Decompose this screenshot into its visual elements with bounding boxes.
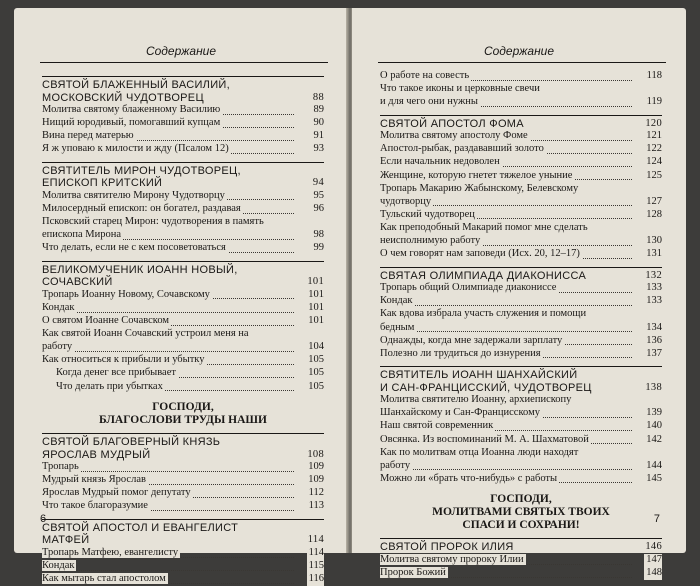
toc-page-number: 118 <box>646 70 662 81</box>
header-rule <box>40 62 328 63</box>
toc-entry <box>380 322 662 335</box>
toc-page-number: 101 <box>308 288 324 300</box>
toc-page-number: 128 <box>646 208 662 220</box>
toc-entry-title: Как святой Иоанн Сочавский устроил меня на <box>42 328 249 340</box>
page-number: 6 <box>40 513 47 525</box>
toc-entry-title: епископа Мирона <box>42 229 122 241</box>
toc-entry <box>42 143 324 156</box>
toc-entry-title: Пророк Божий <box>380 567 446 579</box>
running-head: Содержание <box>483 44 555 58</box>
part-title <box>380 493 662 532</box>
toc-entry <box>42 354 324 367</box>
toc-entry-title: Овсянка. Из воспоминаний М. А. Шахматовой <box>380 433 589 445</box>
header-rule <box>378 62 666 63</box>
toc-page-number: 98 <box>313 229 324 241</box>
toc-entry-title: Апостол-рыбак, раздававший золото <box>380 143 544 155</box>
toc-page-number: 140 <box>646 420 662 432</box>
toc-entry-title: Молитва святителю Мирону Чудотворцу <box>42 189 225 201</box>
toc-page-number: 148 <box>646 567 662 579</box>
toc-entry-title: Что делать при убытках <box>56 380 163 392</box>
toc-entry-title: Тропарь Макарию Жабынскому, Белевскому <box>380 182 579 194</box>
toc-entry-title: Я ж уповаю к милости и жду (Псалом 12) <box>42 143 229 155</box>
toc-section-heading <box>380 115 662 131</box>
toc-section-heading <box>380 267 662 283</box>
toc-page-number: 91 <box>313 130 324 142</box>
toc-page-number: 136 <box>646 334 662 346</box>
section-heading-line: СВЯТАЯ ОЛИМПИАДА ДИАКОНИССА <box>380 269 587 282</box>
toc-entry <box>380 420 662 433</box>
toc-entry <box>42 302 324 315</box>
toc-entry-title: и для чего они нужны <box>380 96 478 108</box>
toc-entry-title: Однажды, когда мне задержали зарплату <box>380 334 563 346</box>
toc-entry-title: Что делать, если не с кем посоветоваться <box>42 242 226 254</box>
toc-entry <box>42 500 324 513</box>
toc-entry <box>380 394 662 407</box>
toc-entry <box>42 560 324 573</box>
toc-page-number: 104 <box>308 341 324 353</box>
toc-entry <box>42 315 324 328</box>
toc-entry <box>380 248 662 261</box>
toc-entry <box>380 156 662 169</box>
toc-entry-title: Можно ли «брать что-нибудь» с работы <box>380 472 558 484</box>
toc-entry-title: Мудрый князь Ярослав <box>42 474 146 486</box>
toc-list <box>42 70 324 586</box>
toc-entry-title: Полезно ли трудиться до изнурения <box>380 347 541 359</box>
section-heading-line: ЯРОСЛАВ МУДРЫЙ <box>42 448 151 461</box>
section-heading-line: СВЯТИТЕЛЬ ИОАНН ШАНХАЙСКИЙ <box>380 369 578 382</box>
toc-page-number: 134 <box>646 321 662 333</box>
toc-page-number: 95 <box>313 189 324 201</box>
toc-page-number: 105 <box>308 380 324 392</box>
toc-page-number: 124 <box>646 156 662 168</box>
toc-section-heading <box>42 261 324 289</box>
toc-page-number: 115 <box>308 560 324 572</box>
toc-entry <box>42 367 324 380</box>
section-heading-line: СВЯТОЙ БЛАГОВЕРНЫЙ КНЯЗЬ <box>42 436 221 449</box>
toc-entry-title: Что такое благоразумие <box>42 500 148 512</box>
toc-page-number: 125 <box>646 169 662 181</box>
toc-section-heading <box>42 433 324 461</box>
dot-leader <box>42 570 294 571</box>
dot-leader <box>380 469 632 470</box>
left-page <box>14 8 348 585</box>
section-heading-line: И САН-ФРАНЦИССКИЙ, ЧУДОТВОРЕЦ <box>380 381 592 394</box>
toc-page-number: 142 <box>646 433 662 445</box>
toc-page-number: 122 <box>646 143 662 155</box>
toc-entry <box>380 183 662 196</box>
toc-entry <box>380 235 662 248</box>
toc-entry-title: Молитва святому блаженному Василию <box>42 104 221 115</box>
right-page <box>352 8 686 579</box>
toc-entry <box>42 203 324 216</box>
toc-entry-title: Кондак <box>380 295 413 307</box>
toc-entry-title: Тропарь <box>42 461 79 473</box>
toc-page-number: 116 <box>308 573 324 585</box>
toc-entry-title: Молитва святому пророку Илии <box>380 553 524 565</box>
toc-section-heading <box>380 366 662 394</box>
toc-page-number: 101 <box>308 315 324 327</box>
toc-entry-title: Как преподобный Макарий помог мне сделать <box>380 221 588 233</box>
toc-page-number: 145 <box>646 472 662 484</box>
toc-entry-title: О чем говорят нам заповеди (Исх. 20, 12–17) <box>380 248 580 260</box>
toc-entry <box>380 567 662 580</box>
toc-entry-title: Когда денег все прибывает <box>56 367 176 379</box>
section-heading-line: МОСКОВСКИЙ ЧУДОТВОРЕЦ <box>42 91 204 104</box>
toc-page-number: 113 <box>308 500 324 512</box>
toc-entry <box>380 170 662 183</box>
section-heading-line: ВЕЛИКОМУЧЕНИК ИОАНН НОВЫЙ, <box>42 263 238 276</box>
toc-entry-title: Псковский старец Мирон: чудотворения в память <box>42 216 264 228</box>
toc-entry-title: О святом Иоанне Сочавском <box>42 315 170 327</box>
toc-page-number: 99 <box>313 242 324 254</box>
toc-entry <box>42 117 324 130</box>
toc-page-number: 147 <box>646 553 662 565</box>
toc-page-number: 96 <box>313 202 324 214</box>
toc-section-heading <box>380 538 662 554</box>
toc-entry-title: Если начальник недоволен <box>380 156 500 168</box>
toc-page-number: 105 <box>308 354 324 366</box>
part-title <box>42 401 324 427</box>
toc-entry-title: Тропарь общий Олимпиаде диакониссе <box>380 282 557 294</box>
section-heading-line: МАТФЕЙ <box>42 534 90 547</box>
toc-page-number: 133 <box>646 295 662 307</box>
toc-entry <box>380 407 662 420</box>
toc-page-number: 139 <box>646 407 662 419</box>
toc-section-heading <box>42 76 324 104</box>
toc-entry <box>42 381 324 394</box>
toc-entry <box>380 447 662 460</box>
toc-page-number: 108 <box>307 448 324 460</box>
toc-entry-title: бедным <box>380 321 415 333</box>
toc-entry-title: Как мытарь стал апостолом <box>42 573 166 585</box>
toc-entry <box>42 104 324 117</box>
toc-entry <box>42 328 324 341</box>
toc-entry-title: Кондак <box>42 560 75 572</box>
dot-leader <box>380 305 632 306</box>
toc-page-number: 144 <box>646 459 662 471</box>
toc-entry <box>380 196 662 209</box>
toc-page-number: 89 <box>313 104 324 115</box>
toc-list <box>380 70 662 580</box>
toc-entry <box>42 130 324 143</box>
dot-leader <box>380 331 632 332</box>
running-head: Содержание <box>145 44 217 58</box>
toc-entry <box>380 295 662 308</box>
toc-entry-title: Как вдова избрала участь служения и помощи <box>380 308 587 320</box>
section-heading-line: СВЯТОЙ ПРОРОК ИЛИЯ <box>380 541 514 554</box>
toc-entry <box>380 460 662 473</box>
toc-entry-title: Милосердный епископ: он богател, раздавая <box>42 202 241 214</box>
toc-page-number: 94 <box>312 177 324 189</box>
toc-page-number: 137 <box>646 347 662 359</box>
toc-entry-title: Ярослав Мудрый помог депутату <box>42 487 191 499</box>
toc-entry <box>42 474 324 487</box>
toc-entry-title: чудотворцу <box>380 195 432 207</box>
dot-leader <box>42 351 294 352</box>
toc-entry-title: Шанхайскому и Сан-Францисскому <box>380 407 540 419</box>
toc-entry-title: Кондак <box>42 301 75 313</box>
toc-entry-title: Нищий юродивый, помогавший купцам <box>42 117 221 129</box>
section-heading-line: СВЯТОЙ АПОСТОЛ ФОМА <box>380 117 524 130</box>
toc-page-number: 109 <box>308 474 324 486</box>
toc-entry <box>380 282 662 295</box>
toc-page-number: 112 <box>308 487 324 499</box>
toc-entry <box>42 242 324 255</box>
toc-entry <box>380 209 662 222</box>
toc-entry <box>42 341 324 354</box>
toc-entry-title: работу <box>42 341 73 353</box>
toc-entry <box>380 222 662 235</box>
toc-entry-title: Молитва святителю Иоанну, архиепископу <box>380 394 572 406</box>
toc-page-number: 146 <box>645 541 662 553</box>
toc-entry <box>380 70 662 83</box>
toc-entry-title: Что такое иконы и церковные свечи <box>380 83 540 95</box>
toc-entry-title: Наш святой современник <box>380 420 494 432</box>
toc-entry-title: Женщине, которую гнетет тяжелое уныние <box>380 169 573 181</box>
toc-entry <box>380 434 662 447</box>
toc-page-number: 90 <box>313 117 324 129</box>
toc-page-number: 127 <box>646 195 662 207</box>
toc-entry <box>380 143 662 156</box>
toc-entry <box>380 96 662 109</box>
toc-entry <box>42 461 324 474</box>
toc-entry <box>42 190 324 203</box>
part-title-line: ГОСПОДИ, <box>152 401 214 414</box>
part-title-line: БЛАГОСЛОВИ ТРУДЫ НАШИ <box>99 414 267 427</box>
toc-entry <box>42 547 324 560</box>
dot-leader <box>42 312 294 313</box>
toc-entry <box>380 308 662 321</box>
toc-page-number: 105 <box>308 367 324 379</box>
toc-section-heading <box>42 162 324 190</box>
toc-entry <box>380 83 662 96</box>
toc-entry-title: работу <box>380 459 411 471</box>
section-heading-line: СОЧАВСКИЙ <box>42 276 113 289</box>
toc-entry <box>380 554 662 567</box>
toc-entry-title: Молитва святому апостолу Фоме <box>380 130 528 142</box>
toc-page-number: 119 <box>646 96 662 108</box>
toc-page-number: 101 <box>307 276 324 288</box>
toc-entry-title: Вина перед матерью <box>42 130 134 142</box>
section-heading-line: ЕПИСКОП КРИТСКИЙ <box>42 177 163 190</box>
section-heading-line: СВЯТОЙ АПОСТОЛ И ЕВАНГЕЛИСТ <box>42 521 239 534</box>
toc-page-number: 88 <box>312 91 324 103</box>
toc-entry-title: неисполнимую работу <box>380 235 481 247</box>
toc-page-number: 114 <box>308 546 324 558</box>
toc-entry <box>380 335 662 348</box>
toc-entry <box>42 487 324 500</box>
section-heading-line: СВЯТИТЕЛЬ МИРОН ЧУДОТВОРЕЦ, <box>42 164 241 177</box>
toc-entry-title: Тропарь Матфею, евангелисту <box>42 546 179 558</box>
section-heading-line: СВЯТОЙ БЛАЖЕННЫЙ ВАСИЛИЙ, <box>42 79 230 91</box>
toc-entry-title: О работе на совесть <box>380 70 470 81</box>
toc-page-number: 133 <box>646 282 662 294</box>
toc-page-number: 120 <box>645 117 662 129</box>
toc-entry <box>380 473 662 486</box>
part-title-line: СПАСИ И СОХРАНИ! <box>462 519 580 532</box>
toc-entry <box>42 289 324 302</box>
toc-page-number: 101 <box>308 301 324 313</box>
toc-entry <box>380 348 662 361</box>
toc-page-number: 131 <box>646 248 662 260</box>
toc-entry <box>42 229 324 242</box>
toc-entry <box>380 130 662 143</box>
toc-entry-title: Тульский чудотворец <box>380 208 475 220</box>
part-title-line: МОЛИТВАМИ СВЯТЫХ ТВОИХ <box>432 506 610 519</box>
toc-page-number: 132 <box>645 269 662 281</box>
toc-page-number: 121 <box>646 130 662 142</box>
toc-entry <box>42 216 324 229</box>
page-number: 7 <box>653 513 660 525</box>
toc-page-number: 93 <box>313 143 324 155</box>
toc-page-number: 138 <box>645 381 662 393</box>
toc-entry-title: Как относиться к прибыли и убытку <box>42 354 205 366</box>
toc-page-number: 109 <box>308 461 324 473</box>
toc-entry-title: Как по молитвам отца Иоанна люди находят <box>380 446 579 458</box>
toc-entry-title: Тропарь Иоанну Новому, Сочавскому <box>42 288 210 300</box>
toc-entry <box>42 573 324 586</box>
part-title-line: ГОСПОДИ, <box>490 493 552 506</box>
toc-page-number: 130 <box>646 235 662 247</box>
toc-section-heading <box>42 519 324 547</box>
toc-page-number: 114 <box>307 534 324 546</box>
